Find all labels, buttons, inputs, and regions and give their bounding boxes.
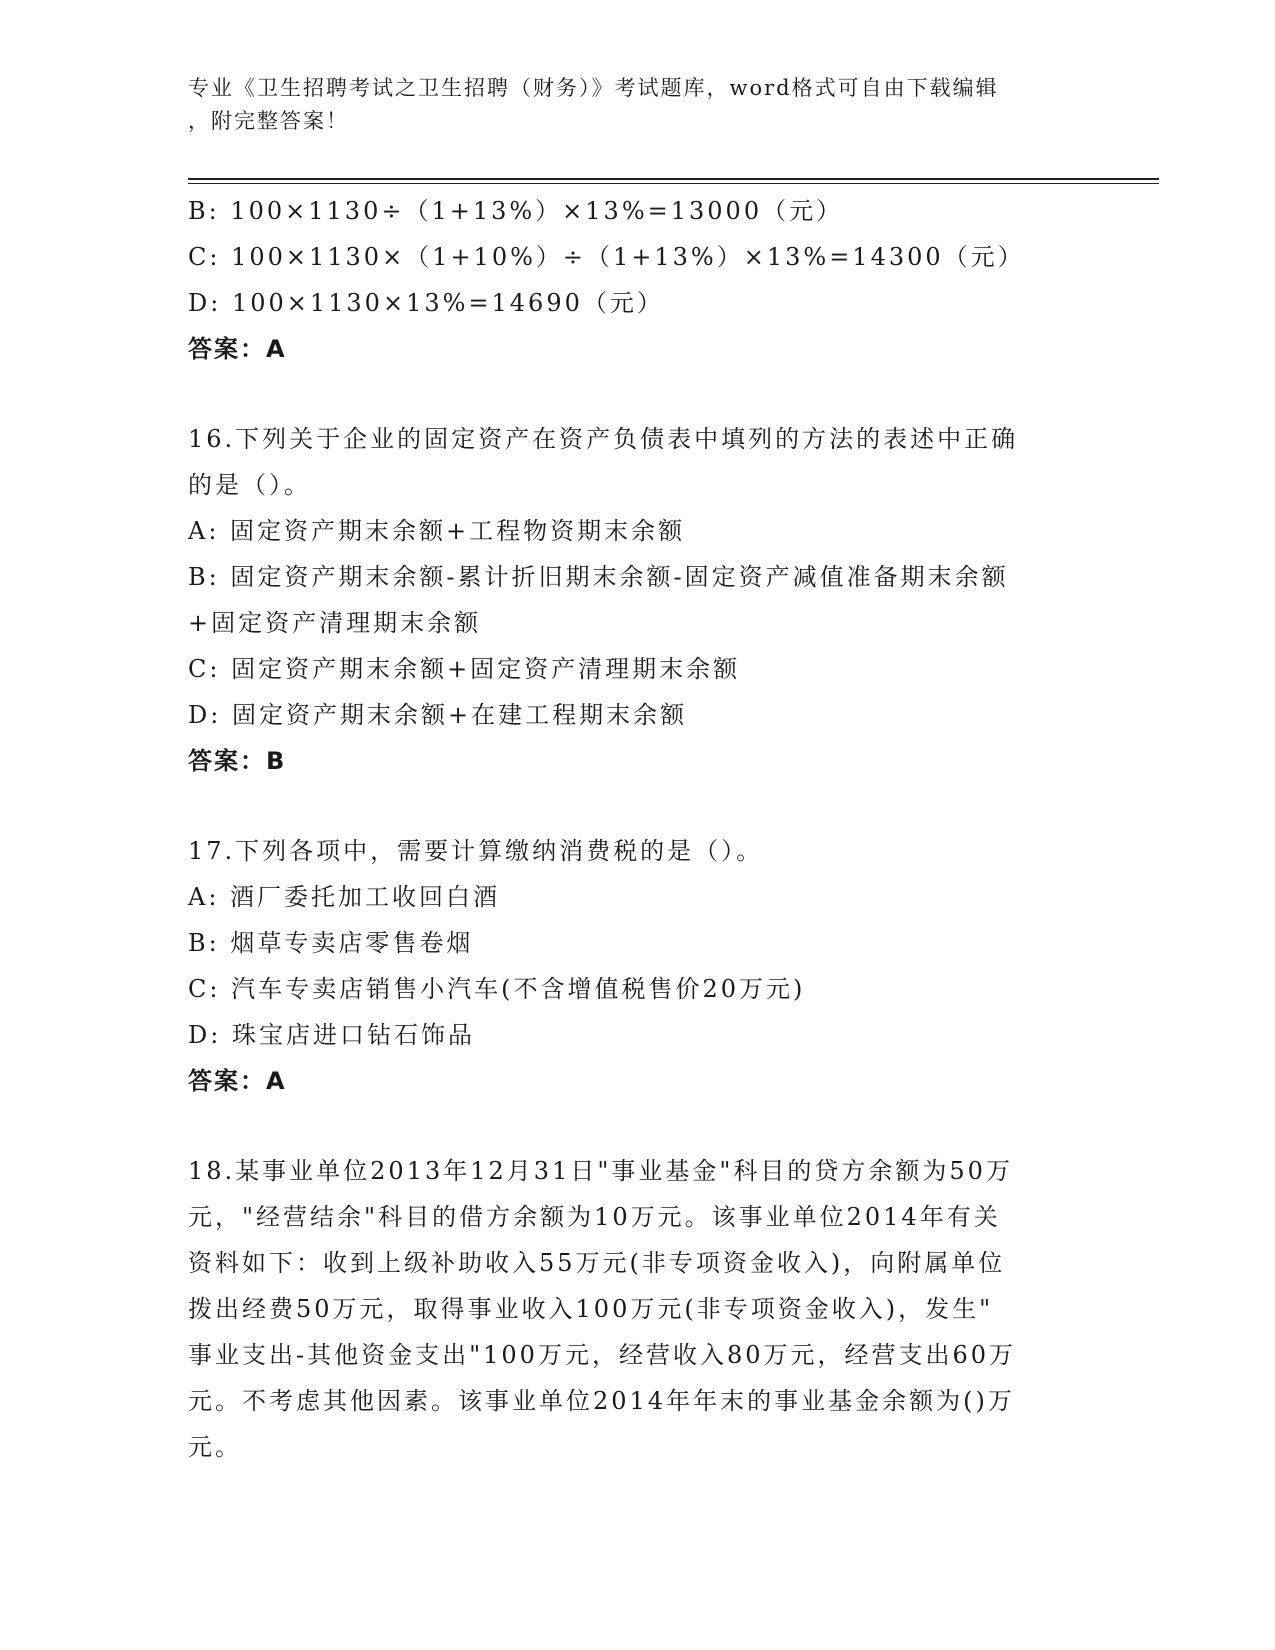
document-header [188,72,1088,138]
header-line-2: ，附完整答案！ [188,109,349,133]
option-b: B: 100×1130÷（1+13%）×13%=13000（元） [188,197,844,225]
question-stem-line: 元。不考虑其他因素。该事业单位2014年年末的事业基金余额为()万 [188,1387,1015,1415]
document-body [188,188,1088,1470]
question-stem-line: 事业支出-其他资金支出"100万元，经营收入80万元，经营支出60万 [188,1341,1017,1369]
answer: 答案：B [188,747,287,775]
header-divider [188,178,1159,180]
question-stem-line: 的是（）。 [188,471,311,499]
question-stem-line: 元，"经营结余"科目的借方余额为10万元。该事业单位2014年有关 [188,1203,1001,1231]
spacer [188,784,1088,828]
header-divider-thin [188,183,1159,184]
question-15 [188,188,1088,372]
option-c: C: 100×1130×（1+10%）÷（1+13%）×13%=14300（元） [188,243,1025,271]
header-line-1: 专业《卫生招聘考试之卫生招聘（财务）》考试题库，word格式可自由下载编辑 [188,76,999,100]
question-stem-line: 元。 [188,1433,242,1461]
question-16 [188,416,1088,784]
option-d: D: 珠宝店进口钻石饰品 [188,1021,475,1049]
option-d: D: 100×1130×13%=14690（元） [188,289,664,317]
question-stem-line: 资料如下：收到上级补助收入55万元(非专项资金收入)，向附属单位 [188,1249,1006,1277]
question-18 [188,1148,1088,1470]
answer: 答案：A [188,1067,287,1095]
option-c: C: 汽车专卖店销售小汽车(不含增值税售价20万元) [188,975,806,1003]
option-d: D: 固定资产期末余额+在建工程期末余额 [188,701,688,729]
option-b: B: 固定资产期末余额-累计折旧期末余额-固定资产减值准备期末余额 [188,563,1009,591]
question-stem-line: 拨出经费50万元，取得事业收入100万元(非专项资金收入)，发生" [188,1295,994,1323]
answer: 答案：A [188,335,287,363]
option-c: C: 固定资产期末余额+固定资产清理期末余额 [188,655,741,683]
option-b-continued: +固定资产清理期末余额 [188,609,482,637]
option-b: B: 烟草专卖店零售卷烟 [188,929,474,957]
option-a: A: 固定资产期末余额+工程物资期末余额 [188,517,686,545]
question-17 [188,828,1088,1104]
question-stem: 17.下列各项中，需要计算缴纳消费税的是（）。 [188,837,764,865]
spacer [188,1104,1088,1148]
question-stem-line: 16.下列关于企业的固定资产在资产负债表中填列的方法的表述中正确 [188,425,1019,453]
spacer [188,372,1088,416]
option-a: A: 酒厂委托加工收回白酒 [188,883,501,911]
question-stem-line: 18.某事业单位2013年12月31日"事业基金"科目的贷方余额为50万 [188,1157,1013,1185]
